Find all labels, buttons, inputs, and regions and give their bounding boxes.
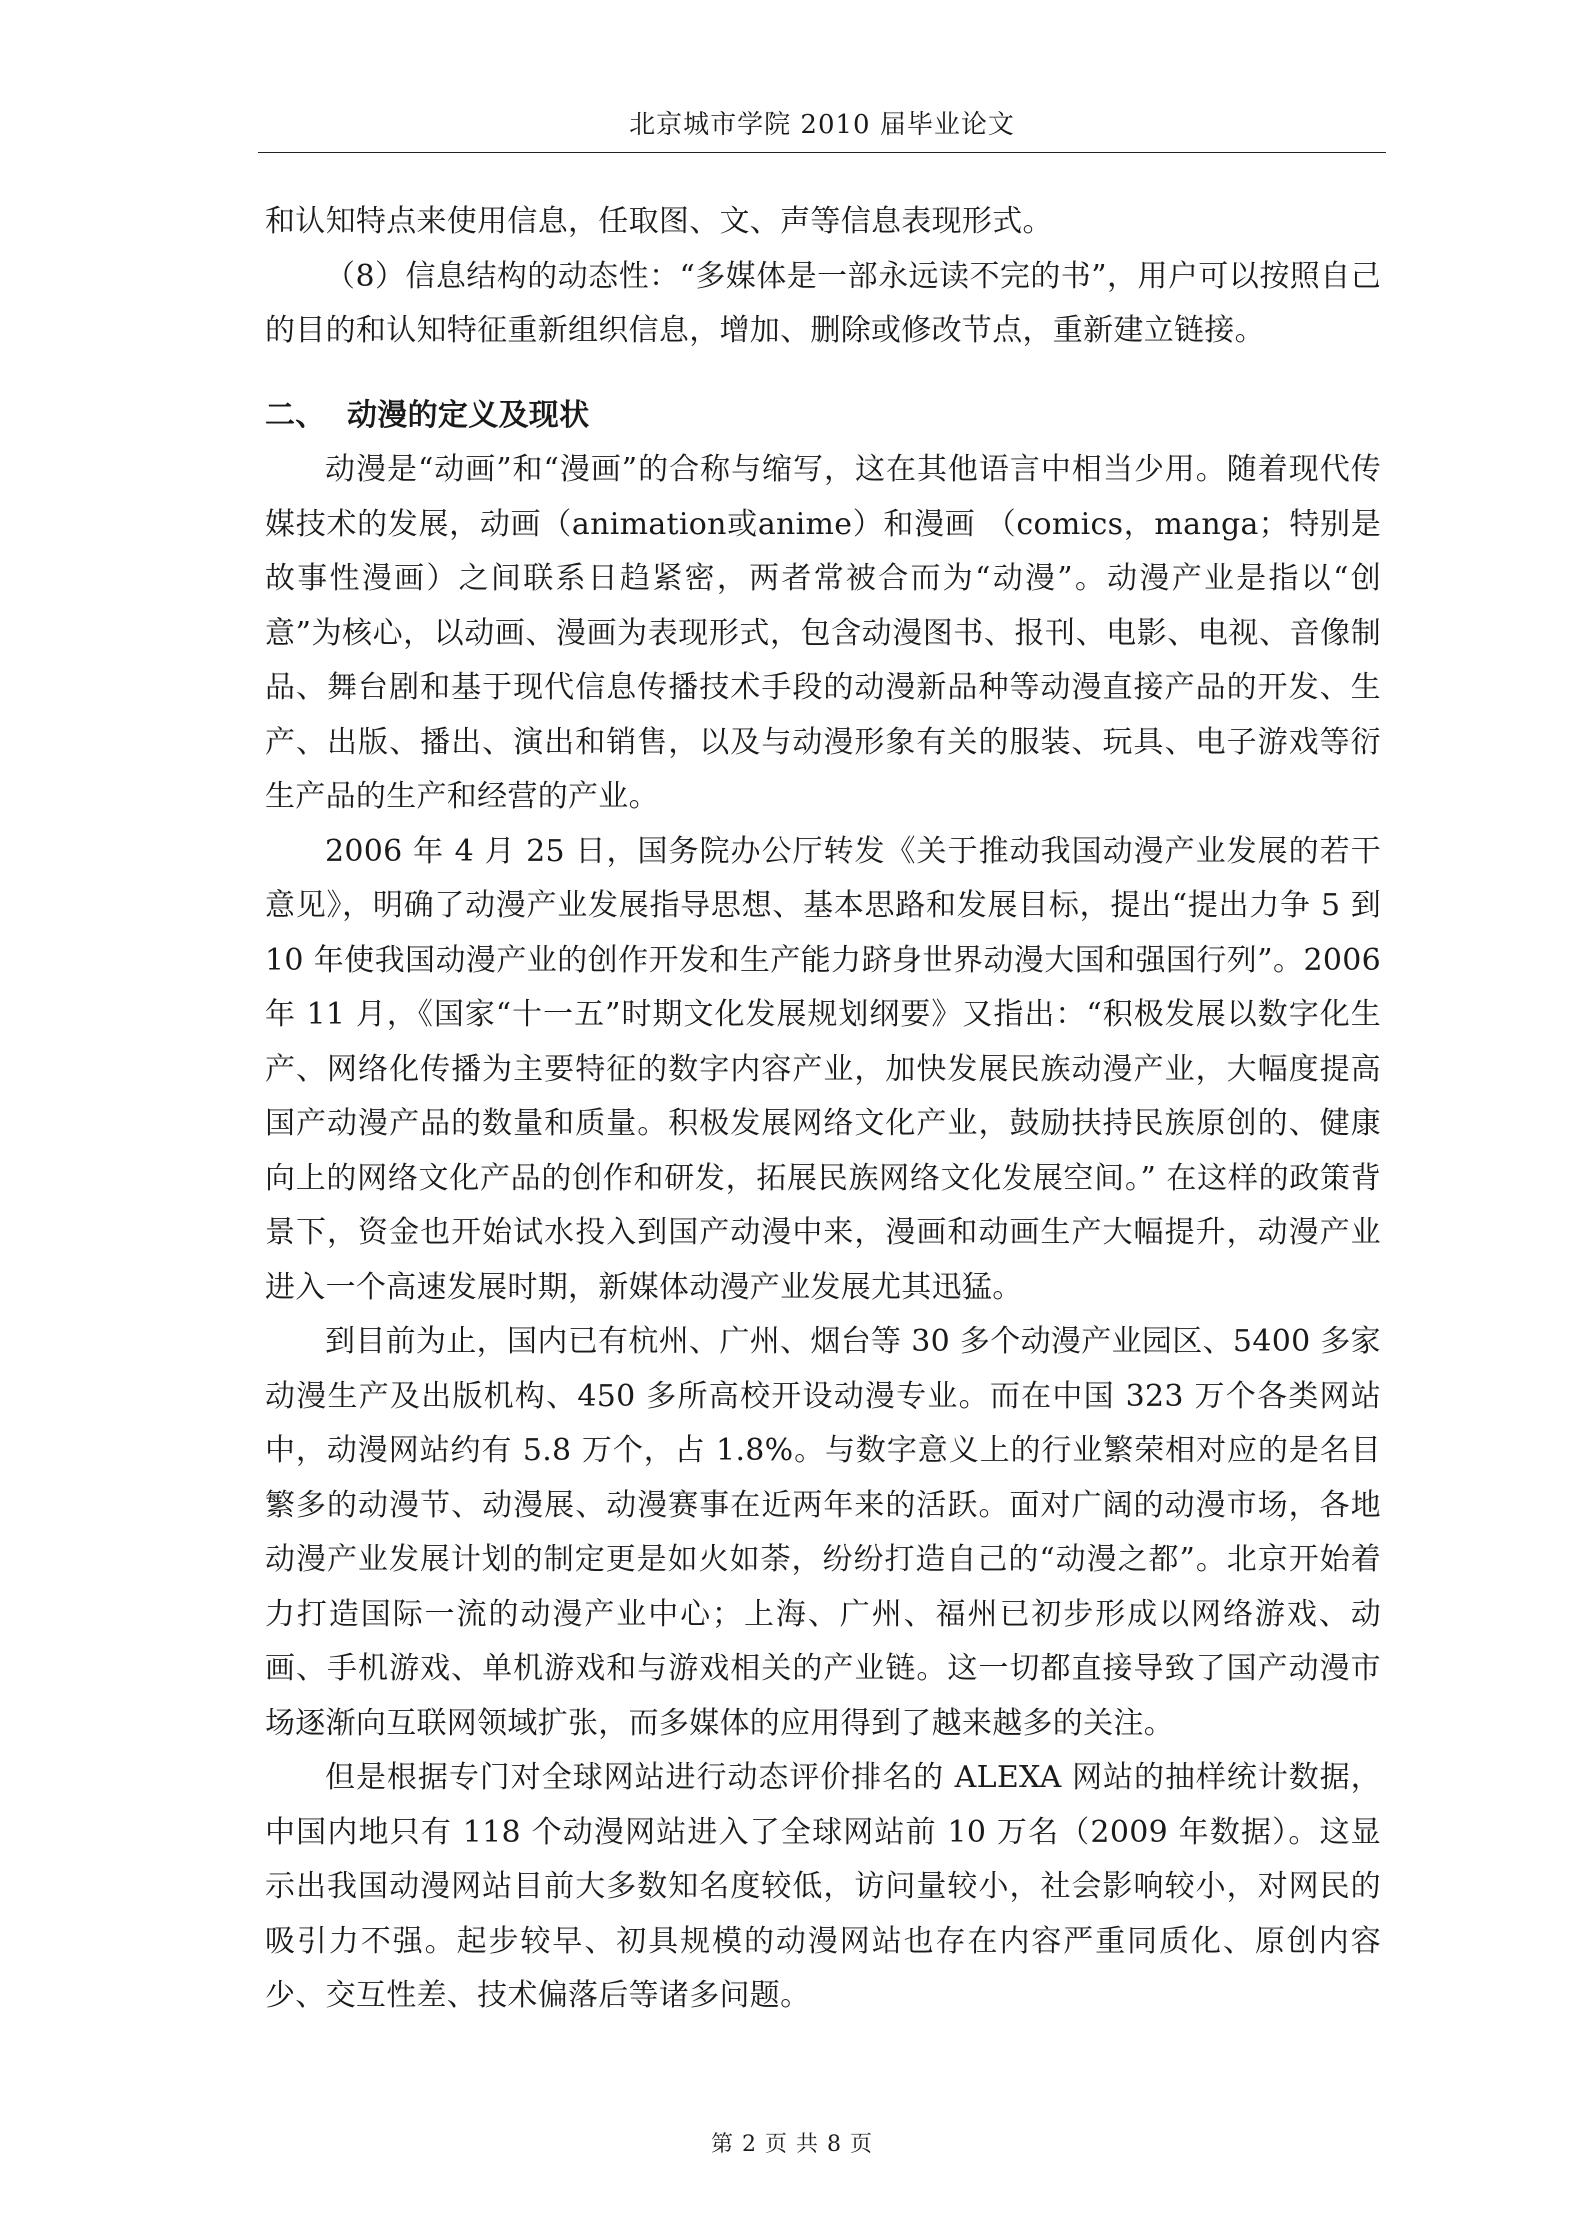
section-number: 二、 (265, 397, 326, 433)
page-number-footer: 第 2 页 共 8 页 (711, 2132, 873, 2157)
section-heading (265, 389, 1381, 444)
section-title: 动漫的定义及现状 (347, 397, 590, 433)
paragraph-website-statistics: 但是根据专门对全球网站进行动态评价排名的 ALEXA 网站的抽样统计数据，中国内地只有 118 个动漫网站进入了全球网站前 10 万名（2009 年数据）。这显示出我国动漫网站目前大多数知名度较低，访问量较小，社会影响较小，对网民的吸引力不强。起步较早、初具规模的动漫网站也存在内容严重同质化、原创内容少、交互性差、技术偏落后等诸多问题。 (265, 1760, 1381, 2013)
paragraph-industry-status: 到目前为止，国内已有杭州、广州、烟台等 30 多个动漫产业园区、5400 多家动漫生产及出版机构、450 多所高校开设动漫专业。而在中国 323 万个各类网站中，动漫网站约有 5.8 万个，占 1.8%。与数字意义上的行业繁荣相对应的是名目繁多的动漫节、动漫展、动漫赛事在近两年来的活跃。面对广阔的动漫市场，各地动漫产业发展计划的制定更是如火如荼，纷纷打造自己的“动漫之都”。北京开始着力打造国际一流的动漫产业中心；上海、广州、福州已初步形成以网络游戏、动画、手机游戏、单机游戏和与游戏相关的产业链。这一切都直接导致了国产动漫市场逐渐向互联网领域扩张，而多媒体的应用得到了越来越多的关注。 (265, 1324, 1381, 1741)
paragraph-continuation: 和认知特点来使用信息，任取图、文、声等信息表现形式。 (265, 204, 1053, 239)
running-header: 北京城市学院 2010 届毕业论文 (629, 110, 1015, 140)
paragraph-item-8: （8）信息结构的动态性：“多媒体是一部永远读不完的书”，用户可以按照自己的目的和认知特征重新组织信息，增加、删除或修改节点，重新建立链接。 (265, 258, 1381, 348)
paragraph-definition: 动漫是“动画”和“漫画”的合称与缩写，这在其他语言中相当少用。随着现代传媒技术的发展，动画（animation或anime）和漫画 （comics，manga；特别是故事性漫画）之间联系日趋紧密，两者常被合而为“动漫”。动漫产业是指以“创意”为核心，以动画、漫画为表现形式，包含动漫图书、报刊、电影、电视、音像制品、舞台剧和基于现代信息传播技术手段的动漫新品种等动漫直接产品的开发、生产、出版、播出、演出和销售，以及与动漫形象有关的服装、玩具、电子游戏等衍生产品的生产和经营的产业。 (265, 452, 1381, 814)
body-text (265, 195, 1381, 2024)
paragraph-policy: 2006 年 4 月 25 日，国务院办公厅转发《关于推动我国动漫产业发展的若干意见》，明确了动漫产业发展指导思想、基本思路和发展目标，提出“提出力争 5 到 10 年使我国动漫产业的创作开发和生产能力跻身世界动漫大国和强国行列”。2006 年 11 月，《国家“十一五”时期文化发展规划纲要》又指出：“积极发展以数字化生产、网络化传播为主要特征的数字内容产业，加快发展民族动漫产业，大幅度提高国产动漫产品的数量和质量。积极发展网络文化产业，鼓励扶持民族原创的、健康向上的网络文化产品的创作和研发，拓展民族网络文化发展空间。” 在这样的政策背景下，资金也开始试水投入到国产动漫中来，漫画和动画生产大幅提升，动漫产业进入一个高速发展时期，新媒体动漫产业发展尤其迅猛。 (265, 833, 1381, 1305)
header-rule (258, 152, 1386, 153)
